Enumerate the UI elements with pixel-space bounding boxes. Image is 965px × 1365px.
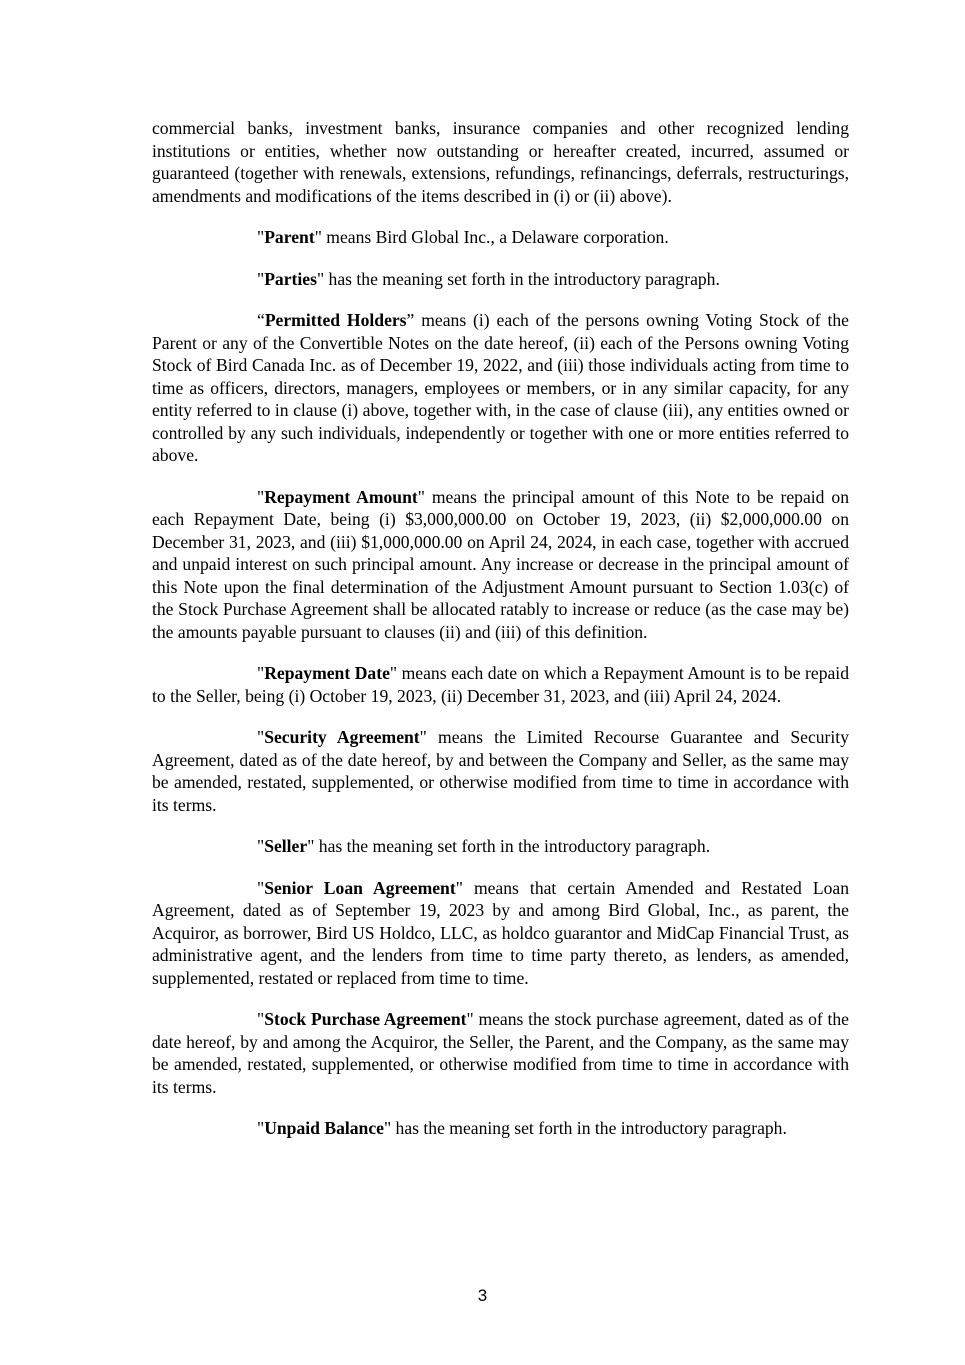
definition-senior-loan-agreement (152, 877, 849, 990)
definition-close-quote: " (383, 1118, 392, 1138)
definition-text: means (i) each of the persons owning Voting Stock of the Parent or any of the Convertible Notes on the date hereof, (ii) each of the Persons owning Voting Stock of Bird Canada Inc. as of December 19, 2022, and (iii) those individuals acting from time to time as officers, directors, managers, employees or members, or in any similar capacity, for any entity referred to in clause (i) above, together with, in the case of clause (iii), any entities owned or controlled by any such individuals, independently or together with one or more entities referred to above. (152, 310, 849, 465)
definition-term: Repayment Amount (264, 486, 418, 507)
definition-text: means each date on which a Repayment Amount is to be repaid to the Seller, being (i) October 19, 2023, (ii) December 31, 2023, and (iii) April 24, 2024. (152, 663, 849, 706)
definition-parties (152, 268, 849, 291)
definition-close-quote: " (389, 663, 398, 683)
definition-open-quote: " (257, 227, 265, 247)
definition-open-quote: " (257, 836, 265, 856)
definition-open-quote: " (257, 727, 265, 747)
definition-term: Security Agreement (264, 727, 420, 747)
definition-repayment-amount (152, 486, 849, 644)
definition-term: Seller (264, 836, 308, 856)
definition-open-quote: " (257, 1009, 265, 1029)
definition-text: has the meaning set forth in the introductory paragraph. (314, 836, 711, 856)
definition-open-quote: " (257, 663, 265, 683)
definition-term: Parent (264, 227, 315, 247)
definition-open-quote: " (257, 877, 265, 898)
definition-open-quote: " (257, 1118, 265, 1138)
document-body (152, 117, 849, 1159)
definition-term: Stock Purchase Agreement (264, 1009, 467, 1029)
definition-text: has the meaning set forth in the introductory paragraph. (391, 1118, 787, 1138)
definition-term: Unpaid Balance (264, 1118, 384, 1138)
definition-open-quote: " (257, 268, 265, 289)
definition-close-quote: " (307, 836, 315, 856)
definition-term: Senior Loan Agreement (264, 877, 456, 898)
definition-term: Repayment Date (264, 663, 390, 683)
definition-parent (152, 226, 849, 249)
definition-close-quote: " (455, 877, 463, 898)
definition-security-agreement (152, 726, 849, 816)
definition-text: means the stock purchase agreement, dated as of the date hereof, by and among the Acquiror, the Seller, the Parent, and the Company, as the same may be amended, restated, supplemented, or otherwise modified from time to time in accordance with its terms. (152, 1009, 849, 1097)
definition-text: means the Limited Recourse Guarantee and Security Agreement, dated as of the date hereof, by and between the Company and Seller, as the same may be amended, restated, supplemented, or otherwise modified from time to time in accordance with its terms. (152, 727, 849, 815)
definition-text: means Bird Global Inc., a Delaware corporation. (321, 227, 669, 247)
definition-text: has the meaning set forth in the introductory paragraph. (324, 268, 720, 289)
definition-repayment-date (152, 662, 849, 707)
definition-close-quote: " (466, 1009, 474, 1029)
definition-text: means the principal amount of this Note to be repaid on each Repayment Date, being (i) $3,000,000.00 on October 19, 2023, (ii) $2,000,000.00 on December 31, 2023, and (iii) $1,000,000.00 on April 24, 2024, in each case, together with accrued and unpaid interest on such principal amount. Any increase or decrease in the principal amount of this Note upon the final determination of the Adjustment Amount pursuant to Section 1.03(c) of the Stock Purchase Agreement shall be allocated ratably to increase or reduce (as the case may be) the amounts payable pursuant to clauses (ii) and (iii) of this definition. (152, 486, 849, 642)
definition-open-quote: " (257, 486, 265, 507)
definition-close-quote: " (417, 486, 425, 507)
definition-close-quote: " (419, 727, 427, 747)
definition-unpaid-balance (152, 1117, 849, 1140)
definition-close-quote: ” (406, 310, 415, 330)
definition-close-quote: " (314, 227, 322, 247)
definition-stock-purchase-agreement (152, 1008, 849, 1098)
page-number: 3 (477, 1286, 488, 1305)
definition-open-quote: “ (257, 310, 265, 330)
definition-text: means that certain Amended and Restated Loan Agreement, dated as of September 19, 2023 by and among Bird Global, Inc., as parent, the Acquiror, as borrower, Bird US Holdco, LLC, as holdco guarantor and MidCap Financial Trust, as administrative agent, and the lenders from time to time party thereto, as lenders, as amended, supplemented, restated or replaced from time to time. (152, 877, 849, 988)
definition-seller (152, 835, 849, 858)
definition-permitted-holders (152, 309, 849, 467)
definition-term: Parties (264, 268, 317, 289)
definition-term: Permitted Holders (264, 310, 407, 330)
continuation-paragraph: commercial banks, investment banks, insurance companies and other recognized lending institutions or entities, whether now outstanding or hereafter created, incurred, assumed or guaranteed (together with renewals, extensions, refundings, refinancings, deferrals, restructurings, amendments and modifications of the items described in (i) or (ii) above). (152, 118, 849, 206)
definition-close-quote: " (316, 268, 325, 289)
